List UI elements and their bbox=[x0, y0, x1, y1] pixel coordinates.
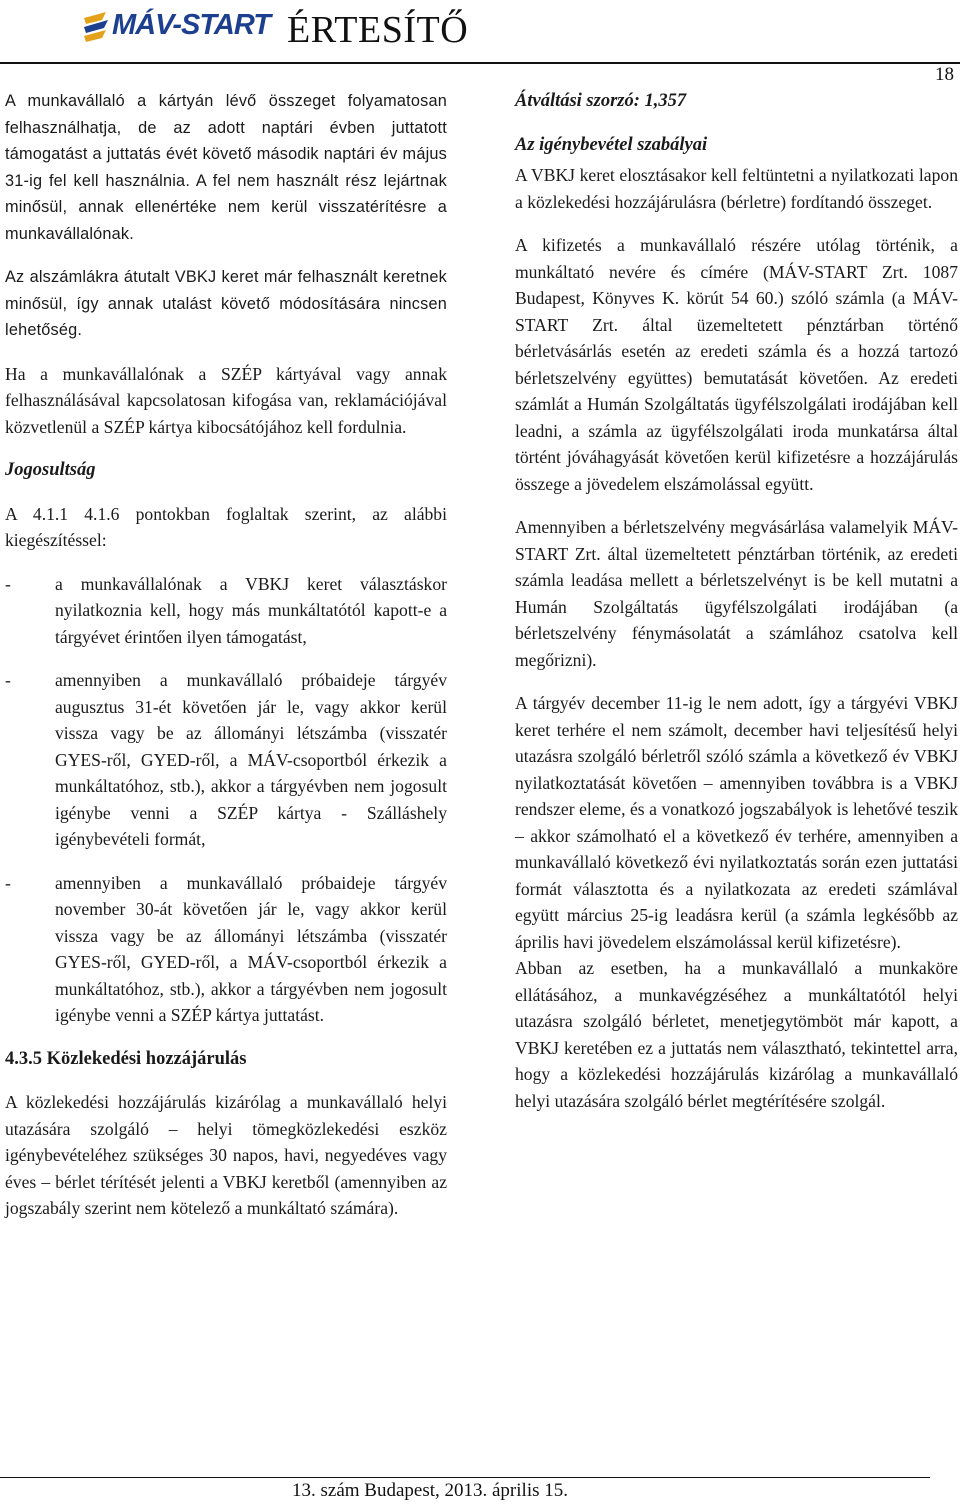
footer-divider bbox=[0, 1477, 930, 1478]
left-paragraph-4: A 4.1.1 4.1.6 pontokban foglaltak szerint, az alábbi kiegészítéssel: bbox=[5, 503, 447, 550]
left-paragraph-5: A közlekedési hozzájárulás kizárólag a munkavállaló helyi utazására szolgáló – helyi tömegközlekedési eszköz igénybevételéhez szükséges 30 napos, havi, negyedéves vagy éves – bérlet térítését jelenti a VBKJ keretből (amennyiben az jogszabály szerint nem kötelező a munkáltató számára). bbox=[5, 1092, 447, 1218]
right-paragraph-3: Amennyiben a bérletszelvény megvásárlása valamelyik MÁV-START Zrt. által üzemeltetett pénztárban történik, az eredeti számla leadása mellett a bérletszelvényt is be kell mutatni a Humán Szolgáltatás ügyfélszolgálati irodájában (a bérletszelvény fénymásolatát a számlához csatolva kell megőrizni). bbox=[515, 517, 958, 670]
page-header bbox=[0, 0, 960, 66]
bullet-text: amennyiben a munkavállaló próbaideje tárgyév augusztus 31-ét követően jár le, vagy akkor kerül vissza vagy be az állományi létszámba (visszatér GYES-ről, GYED-ről, a MÁV-csoportból érkezik a munkáltatóhoz, stb.), akkor a tárgyévben nem jogosult igénybe venni a SZÉP kártya - Szálláshely igénybevételi formát, bbox=[55, 670, 447, 849]
page-number: 18 bbox=[935, 64, 954, 85]
logo-emblem-icon bbox=[82, 8, 114, 48]
logo-text: MÁV-START bbox=[112, 9, 271, 41]
bullet-text: a munkavállalónak a VBKJ keret választáskor nyilatkoznia kell, hogy más munkáltatótól kapott-e a tárgyévet érintően ilyen támogatást, bbox=[55, 573, 447, 647]
bullet-dash: - bbox=[5, 670, 11, 690]
right-paragraph-5: Abban az esetben, ha a munkavállaló a munkaköre ellátásához, a munkavégzéséhez a munkáltatótól helyi utazásra szolgáló bérletet, menetjegytömböt már kapott, a VBKJ keretében ez a juttatás nem választható, tekintettel arra, hogy a közlekedési hozzájárulás kizárólag a munkavállaló helyi utazására szolgáló bérlet megtérítésére szolgál. bbox=[515, 958, 958, 1111]
right-column bbox=[515, 88, 958, 1114]
bullet-dash: - bbox=[5, 872, 11, 893]
left-paragraph-3: Ha a munkavállalónak a SZÉP kártyával vagy annak felhasználásával kapcsolatosan kifogása van, reklamációjával közvetlenül a SZÉP kártya kibocsátójához kell fordulnia. bbox=[5, 363, 447, 437]
left-paragraph-2: Az alszámlákra átutalt VBKJ keret már felhasznált keretnek minősül, így annak utalást követő módosítására nincsen lehetőség. bbox=[5, 268, 447, 339]
conversion-rate: Átváltási szorzó: 1,357 bbox=[515, 91, 687, 111]
section-heading: 4.3.5 Közlekedési hozzájárulás bbox=[5, 1048, 247, 1069]
header-divider bbox=[0, 62, 960, 64]
right-paragraph-4: A tárgyév december 11-ig le nem adott, így a tárgyévi VBKJ keret terhére el nem számolt, december havi teljesítésű helyi utazásra szolgáló bérletről szóló számla a következő év VBKJ nyilatkoztatását követően – amennyiben továbbra is a VBKJ rendszer eleme, és a vonatkozó jogszabályok is lehetővé teszik – akkor számolható el a következő év terhére, amennyiben a munkavállaló következő évi nyilatkoztatás során ezen juttatási formát választotta és a nyilatkozata az eredeti számlával együtt március 25-ig leadásra kerül (a számla legkésőbb az április havi jövedelem elszámolással kerül kifizetésre). bbox=[515, 693, 958, 952]
right-paragraph-1: A VBKJ keret elosztásakor kell feltüntetni a nyilatkozati lapon a közlekedési hozzájárulásra (bérletre) fordítandó összeget. bbox=[515, 165, 958, 212]
list-item bbox=[5, 667, 447, 853]
left-column bbox=[5, 88, 447, 1239]
bullet-text: amennyiben a munkavállaló próbaideje tárgyév november 30-át követően jár le, vagy akkor kerül vissza vagy be az állományi létszámba (visszatér GYES-ről, GYED-ről, a MÁV-csoportból érkezik a munkáltatóhoz, stb.), akkor a tárgyévben nem jogosult igénybe venni a SZÉP kártya juttatást. bbox=[55, 872, 447, 1025]
jogosultsag-heading: Jogosultság bbox=[5, 460, 96, 480]
right-paragraph-2: A kifizetés a munkavállaló részére utólag történik, a munkáltató nevére és címére (MÁV-START Zrt. 1087 Budapest, Könyves K. körút 54 60.) szóló számla (a MÁV-START Zrt. által üzemeltetett pénztárban történő bérletvásárlás esetén az eredeti számla és a hozzá tartozó bérletszelvény együttes) bemutatását követően. Az eredeti számlát a Humán Szolgáltatás ügyfélszolgálati irodájában kell leadni, a számla az ügyfélszolgálati iroda munkatársa által történt jóváhagyását követően kerül kifizetésre a hozzájárulás összege a jövedelem elszámolással együtt. bbox=[515, 235, 958, 494]
left-paragraph-1: A munkavállaló a kártyán lévő összeget folyamatosan felhasználhatja, de az adott naptári évben juttatott támogatást a juttatás évét követő második naptári év május 31-ig fel kell használnia. A fel nem használt rész lejártnak minősül, annak ellenértéke nem kerül visszatérítésre a munkavállalónak. bbox=[5, 92, 447, 243]
page-footer: 13. szám Budapest, 2013. április 15. bbox=[292, 1480, 568, 1501]
list-item bbox=[5, 870, 447, 1029]
list-item bbox=[5, 571, 447, 651]
journal-title: ÉRTESÍTŐ bbox=[287, 9, 469, 51]
bullet-dash: - bbox=[5, 573, 11, 594]
mav-start-logo bbox=[82, 6, 271, 52]
rules-heading: Az igénybevétel szabályai bbox=[515, 134, 708, 155]
